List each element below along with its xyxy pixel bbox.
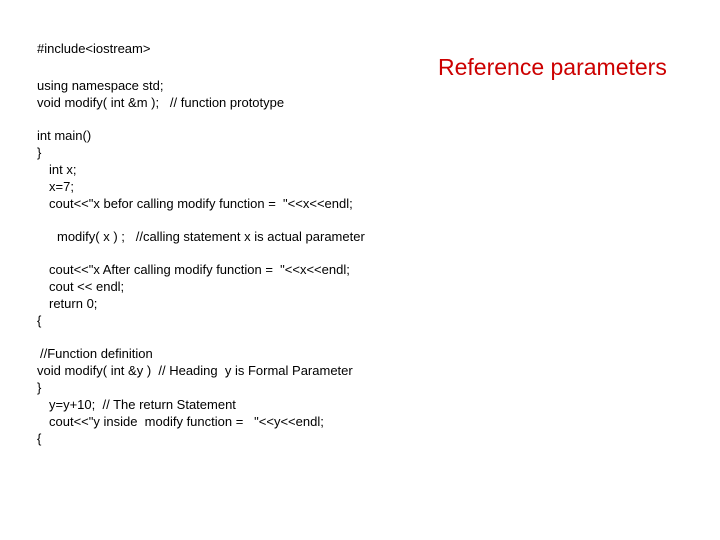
code-line: cout<<"y inside modify function = "<<y<<endl; xyxy=(49,414,324,429)
code-line: cout<<"x befor calling modify function = "<<x<<endl; xyxy=(49,196,353,211)
code-line: cout << endl; xyxy=(49,279,125,294)
code-line: int x; xyxy=(49,162,77,177)
slide-title: Reference parameters xyxy=(438,54,667,80)
code-line: y=y+10; // The return Statement xyxy=(49,397,236,412)
code-line: } xyxy=(37,145,42,160)
code-line: using namespace std; xyxy=(37,78,164,93)
code-line: void modify( int &y ) // Heading y is Formal Parameter xyxy=(37,363,353,378)
code-line: x=7; xyxy=(49,179,74,194)
code-line: modify( x ) ; //calling statement x is actual parameter xyxy=(57,229,365,244)
code-line: cout<<"x After calling modify function = "<<x<<endl; xyxy=(49,262,350,277)
code-line: void modify( int &m ); // function prototype xyxy=(37,95,285,110)
code-line: int main() xyxy=(37,128,92,143)
code-line: { xyxy=(37,431,42,446)
code-line: { xyxy=(37,313,42,328)
code-line: //Function definition xyxy=(40,346,153,361)
code-line: #include<iostream> xyxy=(37,41,151,56)
code-line: } xyxy=(37,380,42,395)
code-line: return 0; xyxy=(49,296,98,311)
